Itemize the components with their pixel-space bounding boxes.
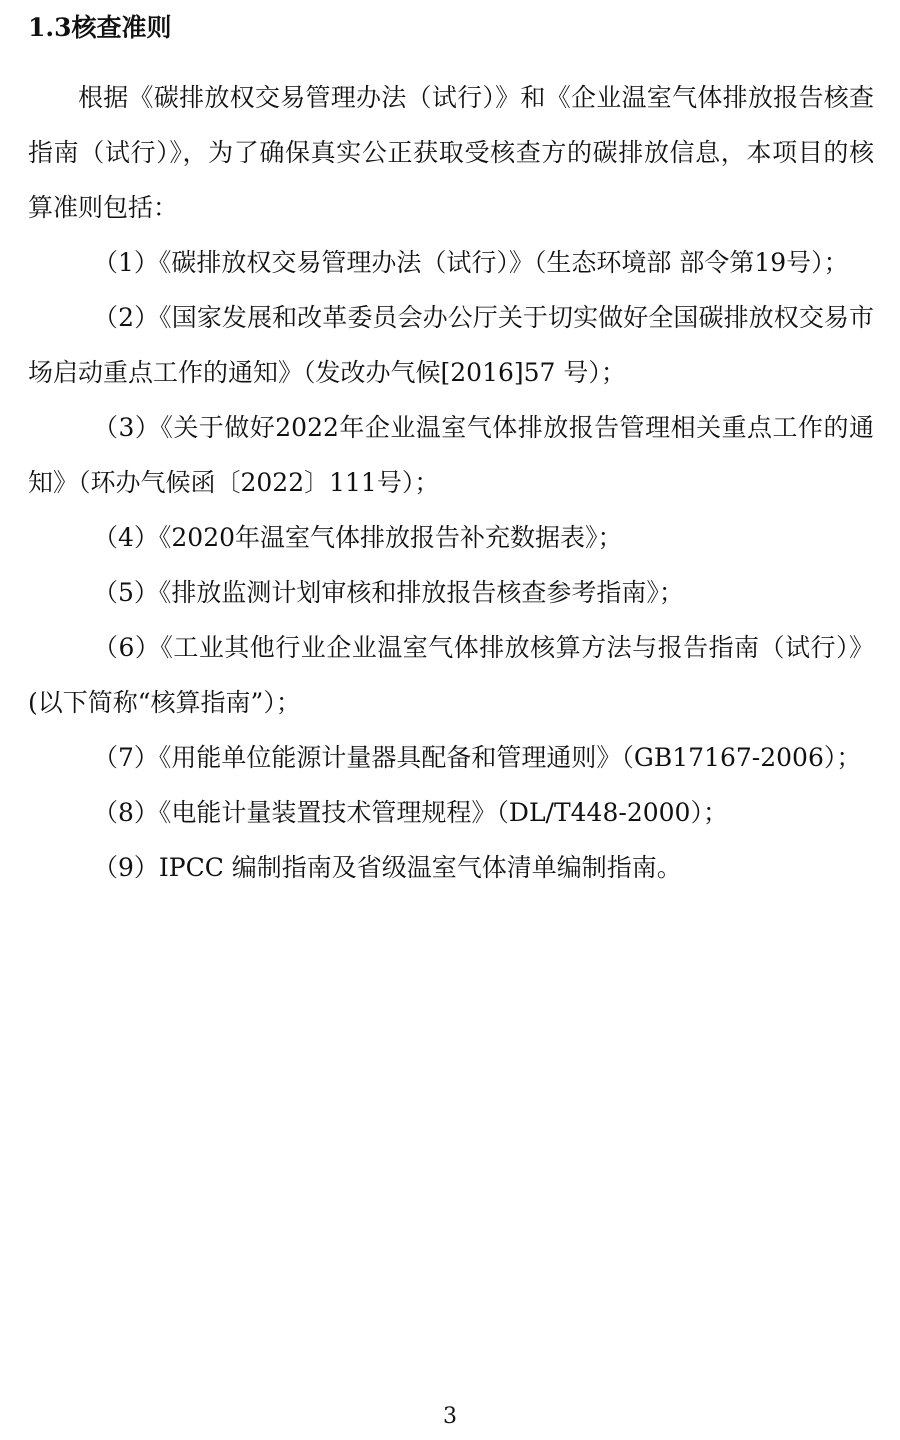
list-item-6: （6）《工业其他行业企业温室气体排放核算方法与报告指南（试行）》(以下简称“核算指南”）； bbox=[28, 633, 874, 717]
intro-paragraph: 根据《碳排放权交易管理办法（试行）》和《企业温室气体排放报告核查指南（试行）》，为了确保真实公正获取受核查方的碳排放信息，本项目的核算准则包括： bbox=[28, 83, 874, 222]
list-item-2: （2）《国家发展和改革委员会办公厅关于切实做好全国碳排放权交易市场启动重点工作的通知》（发改办气候[2016]57 号）； bbox=[28, 303, 874, 387]
list-item-3: （3）《关于做好2022年企业温室气体排放报告管理相关重点工作的通知》（环办气候函〔2022〕111号）； bbox=[28, 413, 874, 497]
list-item-5: （5）《排放监测计划审核和排放报告核查参考指南》； bbox=[93, 578, 684, 607]
list-item-9: （9）IPCC 编制指南及省级温室气体清单编制指南。 bbox=[93, 853, 682, 882]
list-item-4: （4）《2020年温室气体排放报告补充数据表》； bbox=[93, 523, 623, 552]
list-item-8: （8）《电能计量装置技术管理规程》（DL/T448-2000）； bbox=[93, 798, 728, 827]
page-number: 3 bbox=[443, 1404, 457, 1429]
section-heading: 1.3核查准则 bbox=[28, 13, 172, 42]
list-item-1: （1）《碳排放权交易管理办法（试行）》（生态环境部 部令第19号）； bbox=[93, 248, 849, 277]
document-body bbox=[28, 70, 874, 895]
list-item-7: （7）《用能单位能源计量器具配备和管理通则》（GB17167-2006）； bbox=[93, 743, 862, 772]
